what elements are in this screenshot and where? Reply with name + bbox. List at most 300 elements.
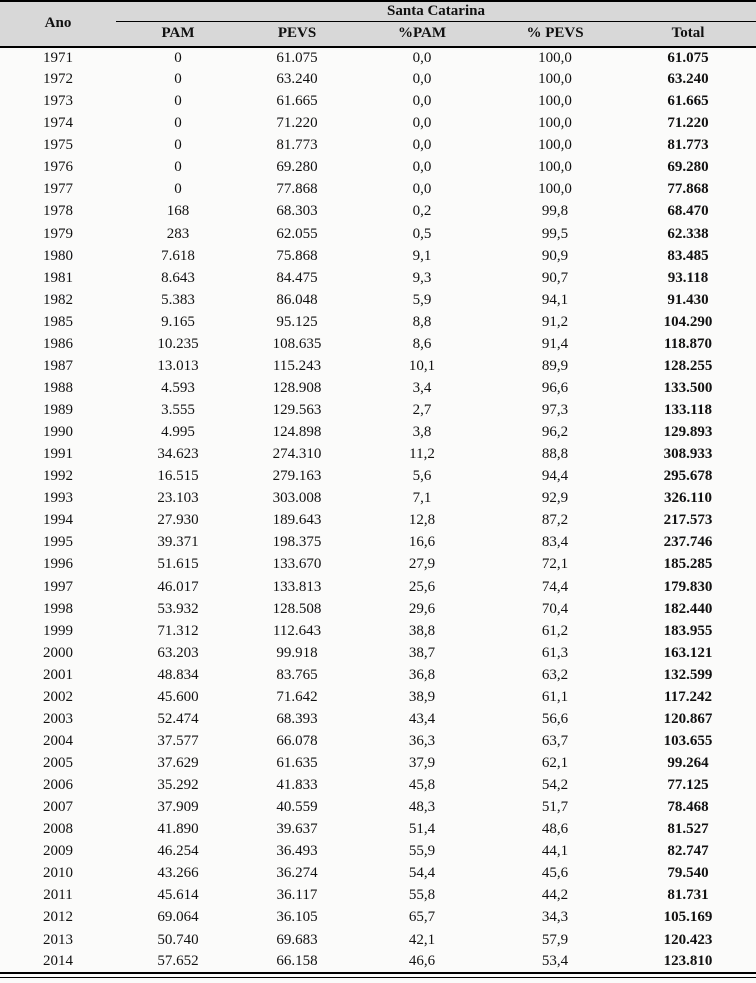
year-cell: 1991 (43, 446, 73, 463)
pct-pam-cell: 55,8 (408, 887, 436, 904)
table-row (0, 907, 756, 929)
pct-pam-cell: 29,6 (408, 600, 436, 617)
pam-cell: 39.371 (157, 534, 199, 551)
pam-cell: 0 (174, 71, 182, 88)
table-row (0, 377, 756, 399)
pam-cell: 63.203 (157, 644, 199, 661)
pevs-cell: 83.765 (276, 666, 318, 683)
table-row (0, 267, 756, 289)
table-row (0, 422, 756, 444)
pct-pevs-cell: 88,8 (541, 446, 569, 463)
total-cell: 77.125 (667, 777, 709, 794)
pct-pam-cell: 0,5 (412, 225, 432, 242)
pam-cell: 0 (174, 49, 182, 66)
table-row (0, 775, 756, 797)
table-row (0, 554, 756, 576)
pevs-cell: 40.559 (276, 799, 318, 816)
pct-pevs-cell: 44,1 (541, 843, 569, 860)
pam-cell: 9.165 (161, 313, 195, 330)
table-row (0, 466, 756, 488)
pct-pevs-cell: 100,0 (538, 71, 572, 88)
pct-pevs-cell: 61,3 (541, 644, 569, 661)
table-row (0, 289, 756, 311)
pevs-cell: 77.868 (276, 181, 318, 198)
pct-pevs-cell: 100,0 (538, 93, 572, 110)
year-cell: 2005 (43, 755, 73, 772)
pam-cell: 46.017 (157, 578, 199, 595)
pct-pam-cell: 51,4 (408, 821, 436, 838)
pct-pevs-cell: 83,4 (541, 534, 569, 551)
pct-pevs-cell: 100,0 (538, 159, 572, 176)
year-cell: 1988 (43, 379, 73, 396)
total-cell: 183.955 (663, 622, 713, 639)
total-cell: 78.468 (667, 799, 709, 816)
pevs-cell: 62.055 (276, 225, 318, 242)
total-cell: 129.893 (663, 424, 713, 441)
pevs-cell: 41.833 (276, 777, 318, 794)
pct-pam-cell: 0,0 (412, 137, 432, 154)
total-cell: 123.810 (663, 953, 713, 970)
total-cell: 77.868 (667, 181, 709, 198)
pct-pevs-cell: 45,6 (541, 865, 569, 882)
pct-pevs-cell: 89,9 (541, 357, 569, 374)
pevs-cell: 39.637 (276, 821, 318, 838)
table-header (0, 1, 756, 47)
pct-pevs-cell: 61,1 (541, 688, 569, 705)
year-cell: 1981 (43, 269, 73, 286)
pct-pevs-cell: 94,1 (541, 291, 569, 308)
pct-pam-cell: 3,4 (412, 379, 432, 396)
pevs-cell: 84.475 (276, 269, 318, 286)
pevs-cell: 115.243 (272, 357, 322, 374)
pevs-cell: 133.813 (272, 578, 322, 595)
pct-pam-cell: 25,6 (408, 578, 436, 595)
pam-cell: 37.577 (157, 732, 199, 749)
column-header-pam: PAM (116, 22, 240, 47)
total-cell: 217.573 (663, 512, 713, 529)
total-cell: 103.655 (663, 732, 713, 749)
table-row (0, 885, 756, 907)
pct-pevs-cell: 99,5 (541, 225, 569, 242)
pct-pevs-cell: 96,6 (541, 379, 569, 396)
total-cell: 81.731 (667, 887, 709, 904)
pam-cell: 4.593 (161, 379, 195, 396)
pct-pam-cell: 8,8 (412, 313, 432, 330)
total-cell: 117.242 (664, 688, 712, 705)
table-row (0, 797, 756, 819)
pct-pevs-cell: 61,2 (541, 622, 569, 639)
year-cell: 1993 (43, 490, 73, 507)
pam-cell: 5.383 (161, 291, 195, 308)
pam-cell: 10.235 (157, 335, 199, 352)
pam-cell: 168 (166, 203, 190, 220)
table-row (0, 311, 756, 333)
year-cell: 1978 (43, 203, 73, 220)
total-cell: 71.220 (667, 115, 709, 132)
year-cell: 2012 (43, 909, 73, 926)
pct-pam-cell: 0,2 (412, 203, 432, 220)
pam-cell: 4.995 (161, 424, 195, 441)
table-body (0, 47, 756, 974)
pevs-cell: 86.048 (276, 291, 318, 308)
pam-cell: 35.292 (157, 777, 199, 794)
year-cell: 1979 (43, 225, 73, 242)
year-cell: 2001 (43, 666, 73, 683)
pam-cell: 48.834 (157, 666, 199, 683)
year-cell: 1973 (43, 93, 73, 110)
year-cell: 2011 (43, 887, 73, 904)
table-row (0, 620, 756, 642)
pam-cell: 8.643 (161, 269, 195, 286)
pct-pevs-cell: 92,9 (541, 490, 569, 507)
table-row (0, 753, 756, 775)
pam-cell: 0 (174, 181, 182, 198)
pct-pam-cell: 9,1 (412, 247, 432, 264)
table-row (0, 598, 756, 620)
pct-pevs-cell: 91,4 (541, 335, 569, 352)
pam-cell: 52.474 (157, 710, 199, 727)
pct-pam-cell: 11,2 (409, 446, 435, 463)
year-cell: 1974 (43, 115, 73, 132)
pct-pevs-cell: 90,9 (541, 247, 569, 264)
pct-pam-cell: 2,7 (412, 402, 432, 419)
year-cell: 2008 (43, 821, 73, 838)
total-cell: 179.830 (663, 578, 713, 595)
table-row (0, 730, 756, 752)
pct-pam-cell: 38,8 (408, 622, 436, 639)
table-row (0, 69, 756, 91)
pct-pevs-cell: 63,7 (541, 732, 569, 749)
table-row (0, 488, 756, 510)
pam-cell: 27.930 (157, 512, 199, 529)
table-row (0, 642, 756, 664)
pevs-cell: 71.220 (276, 115, 318, 132)
year-cell: 1982 (43, 291, 73, 308)
total-cell: 163.121 (663, 644, 713, 661)
pam-cell: 0 (174, 159, 182, 176)
pam-cell: 0 (174, 93, 182, 110)
pam-cell: 283 (166, 225, 190, 242)
pct-pam-cell: 36,3 (408, 732, 436, 749)
pct-pam-cell: 43,4 (408, 710, 436, 727)
column-header-pct-pevs: % PEVS (490, 22, 620, 47)
table-row (0, 157, 756, 179)
pct-pevs-cell: 51,7 (541, 799, 569, 816)
pct-pam-cell: 0,0 (412, 93, 432, 110)
pct-pam-cell: 27,9 (408, 556, 436, 573)
table-row (0, 708, 756, 730)
pevs-cell: 61.665 (276, 93, 318, 110)
pct-pevs-cell: 72,1 (541, 556, 569, 573)
pct-pevs-cell: 91,2 (541, 313, 569, 330)
year-cell: 1998 (43, 600, 73, 617)
total-cell: 99.264 (667, 755, 709, 772)
pct-pevs-cell: 74,4 (541, 578, 569, 595)
pct-pam-cell: 3,8 (412, 424, 432, 441)
pevs-cell: 133.670 (272, 556, 322, 573)
year-cell: 1989 (43, 402, 73, 419)
year-cell: 1999 (43, 622, 73, 639)
pevs-cell: 303.008 (272, 490, 322, 507)
table-row (0, 819, 756, 841)
pam-cell: 41.890 (157, 821, 199, 838)
pct-pam-cell: 54,4 (408, 865, 436, 882)
pevs-cell: 198.375 (272, 534, 322, 551)
pam-cell: 3.555 (161, 402, 195, 419)
pevs-cell: 274.310 (272, 446, 322, 463)
total-cell: 82.747 (667, 843, 709, 860)
total-cell: 120.423 (663, 931, 713, 948)
pevs-cell: 81.773 (276, 137, 318, 154)
year-cell: 1980 (43, 247, 73, 264)
total-cell: 185.285 (663, 556, 713, 573)
pam-cell: 57.652 (157, 953, 199, 970)
total-cell: 63.240 (667, 71, 709, 88)
pct-pevs-cell: 54,2 (541, 777, 569, 794)
column-header-pct-pam: %PAM (354, 22, 490, 47)
pam-cell: 51.615 (157, 556, 199, 573)
pct-pam-cell: 38,7 (408, 644, 436, 661)
table-row (0, 47, 756, 69)
pct-pevs-cell: 96,2 (541, 424, 569, 441)
pct-pam-cell: 8,6 (412, 335, 432, 352)
pct-pevs-cell: 99,8 (541, 203, 569, 220)
total-cell: 133.118 (664, 402, 712, 419)
pct-pevs-cell: 87,2 (541, 512, 569, 529)
pam-cell: 34.623 (157, 446, 199, 463)
total-cell: 295.678 (663, 468, 713, 485)
total-cell: 182.440 (663, 600, 713, 617)
total-cell: 237.746 (663, 534, 713, 551)
pevs-cell: 129.563 (272, 402, 322, 419)
region-header: Santa Catarina (116, 1, 756, 22)
pam-cell: 71.312 (157, 622, 199, 639)
pevs-cell: 68.393 (276, 710, 318, 727)
total-cell: 118.870 (664, 335, 712, 352)
pct-pevs-cell: 97,3 (541, 402, 569, 419)
table-row (0, 510, 756, 532)
year-cell: 2004 (43, 732, 73, 749)
pam-cell: 53.932 (157, 600, 199, 617)
pct-pam-cell: 7,1 (412, 490, 432, 507)
pevs-cell: 71.642 (276, 688, 318, 705)
pam-cell: 0 (174, 137, 182, 154)
year-cell: 2002 (43, 688, 73, 705)
table-row (0, 863, 756, 885)
year-cell: 1986 (43, 335, 73, 352)
table-row (0, 576, 756, 598)
year-column-header: Ano (0, 1, 116, 47)
pct-pam-cell: 65,7 (408, 909, 436, 926)
pam-cell: 46.254 (157, 843, 199, 860)
table-row (0, 245, 756, 267)
total-cell: 62.338 (667, 225, 709, 242)
pct-pevs-cell: 90,7 (541, 269, 569, 286)
year-cell: 2013 (43, 931, 73, 948)
pct-pam-cell: 0,0 (412, 181, 432, 198)
pam-cell: 50.740 (157, 931, 199, 948)
pevs-cell: 36.274 (276, 865, 318, 882)
total-cell: 132.599 (663, 666, 713, 683)
year-cell: 1994 (43, 512, 73, 529)
total-cell: 91.430 (667, 291, 709, 308)
year-cell: 2000 (43, 644, 73, 661)
total-cell: 93.118 (667, 269, 709, 286)
region-header-row (0, 1, 756, 22)
column-header-pevs: PEVS (240, 22, 354, 47)
table-row (0, 113, 756, 135)
total-cell: 105.169 (663, 909, 713, 926)
table-row (0, 444, 756, 466)
table-row (0, 201, 756, 223)
pct-pam-cell: 36,8 (408, 666, 436, 683)
pct-pam-cell: 10,1 (408, 357, 436, 374)
total-cell: 120.867 (663, 710, 713, 727)
total-cell: 133.500 (663, 379, 713, 396)
pam-cell: 45.600 (157, 688, 199, 705)
total-cell: 81.527 (667, 821, 709, 838)
total-cell: 104.290 (663, 313, 713, 330)
total-cell: 61.665 (667, 93, 709, 110)
year-cell: 1985 (43, 313, 73, 330)
year-cell: 1972 (43, 71, 73, 88)
pct-pam-cell: 42,1 (408, 931, 436, 948)
pam-cell: 37.629 (157, 755, 199, 772)
column-header-total: Total (620, 22, 756, 47)
pevs-cell: 108.635 (272, 335, 322, 352)
year-cell: 2007 (43, 799, 73, 816)
table-row (0, 91, 756, 113)
year-cell: 2003 (43, 710, 73, 727)
pct-pam-cell: 46,6 (408, 953, 436, 970)
pevs-cell: 68.303 (276, 203, 318, 220)
pct-pevs-cell: 94,4 (541, 468, 569, 485)
pevs-cell: 36.493 (276, 843, 318, 860)
table-row (0, 400, 756, 422)
pam-cell: 23.103 (157, 490, 199, 507)
year-cell: 1987 (43, 357, 73, 374)
pevs-cell: 66.158 (276, 953, 318, 970)
pct-pevs-cell: 100,0 (538, 137, 572, 154)
year-cell: 1971 (43, 49, 73, 66)
year-cell: 1996 (43, 556, 73, 573)
pevs-cell: 36.117 (276, 887, 318, 904)
pevs-cell: 128.908 (272, 379, 322, 396)
pct-pam-cell: 5,6 (412, 468, 432, 485)
table-row (0, 929, 756, 951)
pevs-cell: 69.683 (276, 931, 318, 948)
pam-cell: 69.064 (157, 909, 199, 926)
pevs-cell: 99.918 (276, 644, 318, 661)
total-cell: 79.540 (667, 865, 709, 882)
pct-pam-cell: 0,0 (412, 49, 432, 66)
pct-pevs-cell: 100,0 (538, 181, 572, 198)
pct-pevs-cell: 56,6 (541, 710, 569, 727)
pct-pevs-cell: 63,2 (541, 666, 569, 683)
pam-cell: 7.618 (161, 247, 195, 264)
pct-pevs-cell: 57,9 (541, 931, 569, 948)
pam-cell: 13.013 (157, 357, 199, 374)
pct-pevs-cell: 70,4 (541, 600, 569, 617)
pam-cell: 37.909 (157, 799, 199, 816)
pevs-cell: 124.898 (272, 424, 322, 441)
table-row (0, 135, 756, 157)
table-row (0, 951, 756, 973)
pct-pam-cell: 5,9 (412, 291, 432, 308)
year-cell: 2014 (43, 953, 73, 970)
pct-pevs-cell: 34,3 (541, 909, 569, 926)
pam-cell: 45.614 (157, 887, 199, 904)
table-row (0, 333, 756, 355)
pct-pam-cell: 0,0 (412, 71, 432, 88)
pct-pam-cell: 0,0 (412, 159, 432, 176)
pct-pevs-cell: 100,0 (538, 49, 572, 66)
table-row (0, 841, 756, 863)
pevs-cell: 63.240 (276, 71, 318, 88)
table-row (0, 223, 756, 245)
table-row (0, 355, 756, 377)
year-cell: 1995 (43, 534, 73, 551)
total-cell: 68.470 (667, 203, 709, 220)
total-cell: 308.933 (663, 446, 713, 463)
pevs-cell: 128.508 (272, 600, 322, 617)
table-row (0, 179, 756, 201)
total-cell: 128.255 (663, 357, 713, 374)
pevs-cell: 61.075 (276, 49, 318, 66)
pct-pevs-cell: 62,1 (541, 755, 569, 772)
table-row (0, 686, 756, 708)
year-cell: 1975 (43, 137, 73, 154)
pevs-cell: 36.105 (276, 909, 318, 926)
pct-pam-cell: 0,0 (412, 115, 432, 132)
pct-pam-cell: 45,8 (408, 777, 436, 794)
total-cell: 81.773 (667, 137, 709, 154)
table-bottom-rule (0, 977, 756, 978)
pct-pam-cell: 37,9 (408, 755, 436, 772)
pam-cell: 16.515 (157, 468, 199, 485)
pevs-cell: 112.643 (272, 622, 322, 639)
pevs-cell: 69.280 (276, 159, 318, 176)
pct-pevs-cell: 53,4 (541, 953, 569, 970)
year-cell: 1997 (43, 578, 73, 595)
pam-cell: 43.266 (157, 865, 199, 882)
year-cell: 2010 (43, 865, 73, 882)
pct-pam-cell: 12,8 (408, 512, 436, 529)
pct-pevs-cell: 44,2 (541, 887, 569, 904)
pevs-cell: 279.163 (272, 468, 322, 485)
year-cell: 1990 (43, 424, 73, 441)
pevs-cell: 189.643 (272, 512, 322, 529)
year-cell: 1976 (43, 159, 73, 176)
pevs-cell: 61.635 (276, 755, 318, 772)
pct-pam-cell: 16,6 (408, 534, 436, 551)
year-cell: 2009 (43, 843, 73, 860)
total-cell: 83.485 (667, 247, 709, 264)
year-cell: 1992 (43, 468, 73, 485)
pam-cell: 0 (174, 115, 182, 132)
pct-pam-cell: 38,9 (408, 688, 436, 705)
total-cell: 69.280 (667, 159, 709, 176)
total-cell: 61.075 (667, 49, 709, 66)
pct-pam-cell: 9,3 (412, 269, 432, 286)
total-cell: 326.110 (664, 490, 712, 507)
year-cell: 2006 (43, 777, 73, 794)
pevs-cell: 75.868 (276, 247, 318, 264)
pct-pevs-cell: 48,6 (541, 821, 569, 838)
pevs-cell: 66.078 (276, 732, 318, 749)
pevs-cell: 95.125 (276, 313, 318, 330)
table-row (0, 532, 756, 554)
